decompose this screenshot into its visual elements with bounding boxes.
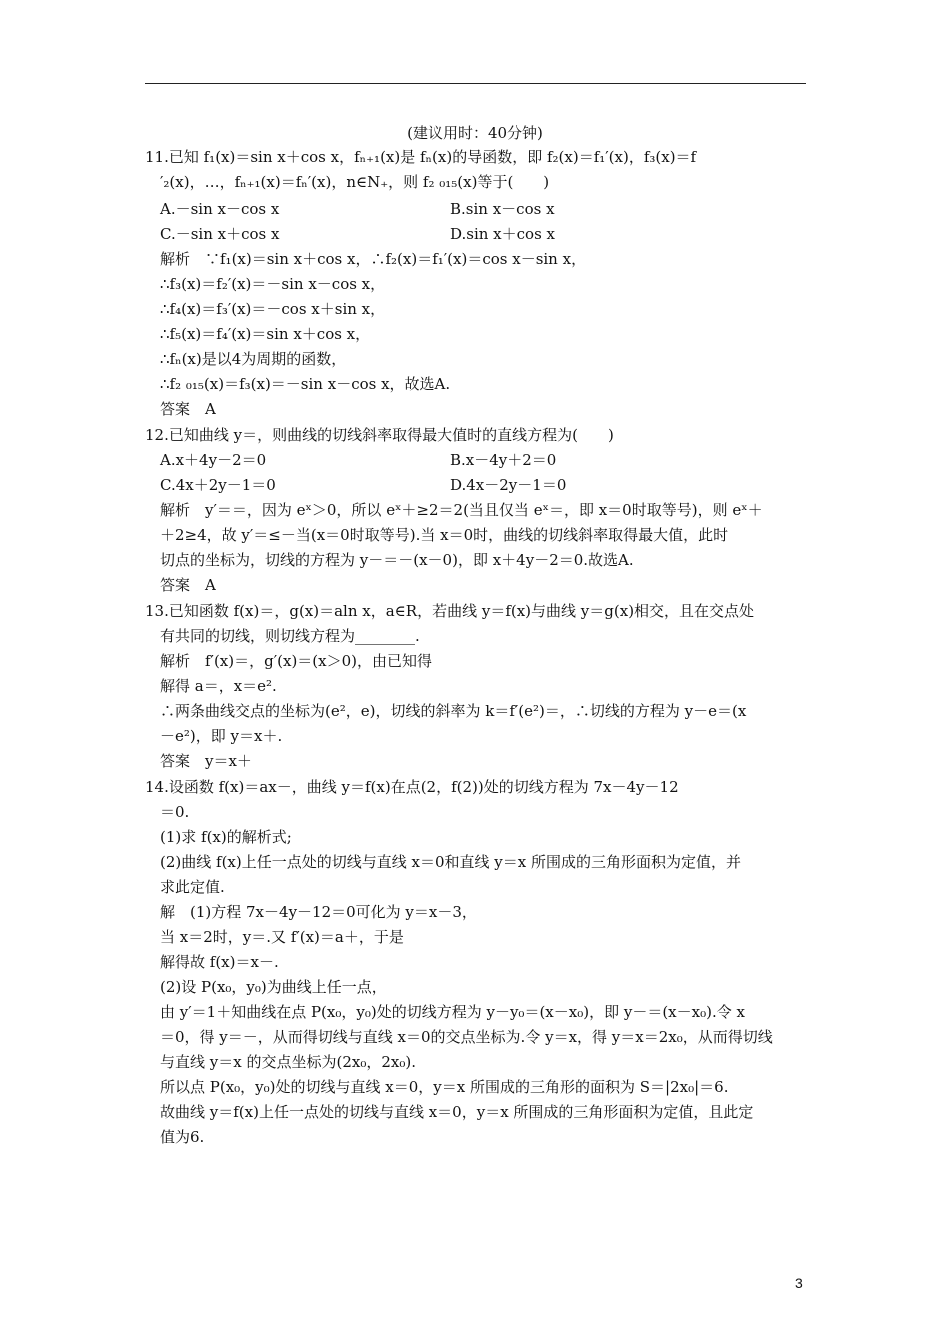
q12-option-c: C.4x＋2y－1＝0 bbox=[160, 476, 276, 494]
q12-solution-line-2: ＋2≥4，故 y′＝≤－当(x＝0时取等号).当 x＝0时，曲线的切线斜率取得最大值，此时 bbox=[160, 526, 729, 544]
q12-solution-line-3: 切点的坐标为，切线的方程为 y－＝－(x－0)，即 x＋4y－2＝0.故选A. bbox=[160, 551, 634, 569]
q13-solution-line-3: ∴两条曲线交点的坐标为(e²，e)，切线的斜率为 k＝f′(e²)＝，∴切线的方程为 y－e＝(x bbox=[160, 702, 747, 720]
q14-solution-line-1: 解 (1)方程 7x－4y－12＝0可化为 y＝x－3， bbox=[160, 903, 477, 921]
q11-option-c: C.－sin x＋cos x bbox=[160, 225, 280, 243]
q12-stem: 12.已知曲线 y＝，则曲线的切线斜率取得最大值时的直线方程为( ) bbox=[145, 426, 614, 444]
q11-solution-line-1: 解析 ∵f₁(x)＝sin x＋cos x，∴f₂(x)＝f₁′(x)＝cos x－sin x， bbox=[160, 250, 587, 268]
q11-option-a: A.－sin x－cos x bbox=[160, 200, 280, 218]
q14-part-1: (1)求 f(x)的解析式; bbox=[160, 828, 292, 846]
q14-solution-line-7: 与直线 y＝x 的交点坐标为(2x₀，2x₀). bbox=[160, 1053, 416, 1071]
q13-solution-line-2: 解得 a＝，x＝e². bbox=[160, 677, 277, 695]
q11-stem-line-1: 11.已知 f₁(x)＝sin x＋cos x，fₙ₊₁(x)是 fₙ(x)的导函数，即 f₂(x)＝f₁′(x)，f₃(x)＝f bbox=[145, 148, 697, 166]
q12-solution-line-1: 解析 y′＝＝，因为 eˣ＞0，所以 eˣ＋≥2＝2(当且仅当 eˣ＝，即 x＝0时取等号)，则 eˣ＋ bbox=[160, 501, 763, 519]
q14-solution-line-5: 由 y′＝1＋知曲线在点 P(x₀，y₀)处的切线方程为 y－y₀＝(x－x₀)，即 y－＝(x－x₀).令 x bbox=[160, 1003, 745, 1021]
header-rule bbox=[145, 83, 806, 84]
q13-stem-line-2: 有共同的切线，则切线方程为________. bbox=[160, 627, 420, 645]
q14-solution-line-9: 故曲线 y＝f(x)上任一点处的切线与直线 x＝0，y＝x 所围成的三角形面积为定值，且此定 bbox=[160, 1103, 754, 1121]
q14-stem-line-1: 14.设函数 f(x)＝ax－，曲线 y＝f(x)在点(2，f(2))处的切线方程为 7x－4y－12 bbox=[145, 778, 679, 796]
q11-option-d: D.sin x＋cos x bbox=[450, 225, 556, 243]
q14-part-2-line-1: (2)曲线 f(x)上任一点处的切线与直线 x＝0和直线 y＝x 所围成的三角形面积为定值，并 bbox=[160, 853, 741, 871]
q13-solution-line-1: 解析 f′(x)＝，g′(x)＝(x＞0)，由已知得 bbox=[160, 652, 433, 670]
q12-option-d: D.4x－2y－1＝0 bbox=[450, 476, 567, 494]
q14-part-2-line-2: 求此定值. bbox=[160, 878, 225, 896]
q12-option-b: B.x－4y＋2＝0 bbox=[450, 451, 557, 469]
q11-solution-line-2: ∴f₃(x)＝f₂′(x)＝－sin x－cos x， bbox=[160, 275, 386, 293]
q13-solution-line-4: －e²)，即 y＝x＋. bbox=[160, 727, 283, 745]
q11-stem-line-2: ′₂(x)，…，fₙ₊₁(x)＝fₙ′(x)，n∈N₊，则 f₂ ₀₁₅(x)等于( ) bbox=[160, 173, 550, 191]
q14-stem-line-2: ＝0. bbox=[160, 803, 190, 821]
q11-solution-line-3: ∴f₄(x)＝f₃′(x)＝－cos x＋sin x， bbox=[160, 300, 386, 318]
q13-stem-line-1: 13.已知函数 f(x)＝，g(x)＝aln x，a∈R，若曲线 y＝f(x)与曲线 y＝g(x)相交，且在交点处 bbox=[145, 602, 755, 620]
q11-solution-line-5: ∴fₙ(x)是以4为周期的函数， bbox=[160, 350, 347, 368]
q11-solution-line-6: ∴f₂ ₀₁₅(x)＝f₃(x)＝－sin x－cos x，故选A. bbox=[160, 375, 451, 393]
q11-solution-line-4: ∴f₅(x)＝f₄′(x)＝sin x＋cos x， bbox=[160, 325, 371, 343]
q13-answer: 答案 y＝x＋ bbox=[160, 752, 252, 770]
q14-solution-line-2: 当 x＝2时，y＝.又 f′(x)＝a＋，于是 bbox=[160, 928, 404, 946]
q14-solution-line-8: 所以点 P(x₀，y₀)处的切线与直线 x＝0，y＝x 所围成的三角形的面积为 S＝|2x₀|＝6. bbox=[160, 1078, 729, 1096]
suggested-time-heading: (建议用时：40分钟) bbox=[407, 124, 543, 142]
q11-answer: 答案 A bbox=[160, 400, 216, 418]
q14-solution-line-10: 值为6. bbox=[160, 1128, 205, 1146]
q11-option-b: B.sin x－cos x bbox=[450, 200, 555, 218]
q14-solution-line-4: (2)设 P(x₀，y₀)为曲线上任一点， bbox=[160, 978, 387, 996]
q14-solution-line-3: 解得故 f(x)＝x－. bbox=[160, 953, 279, 971]
q14-solution-line-6: ＝0，得 y＝－，从而得切线与直线 x＝0的交点坐标为.令 y＝x，得 y＝x＝2x₀，从而得切线 bbox=[160, 1028, 773, 1046]
page-number: 3 bbox=[795, 1275, 803, 1291]
q12-option-a: A.x＋4y－2＝0 bbox=[160, 451, 267, 469]
q12-answer: 答案 A bbox=[160, 576, 216, 594]
